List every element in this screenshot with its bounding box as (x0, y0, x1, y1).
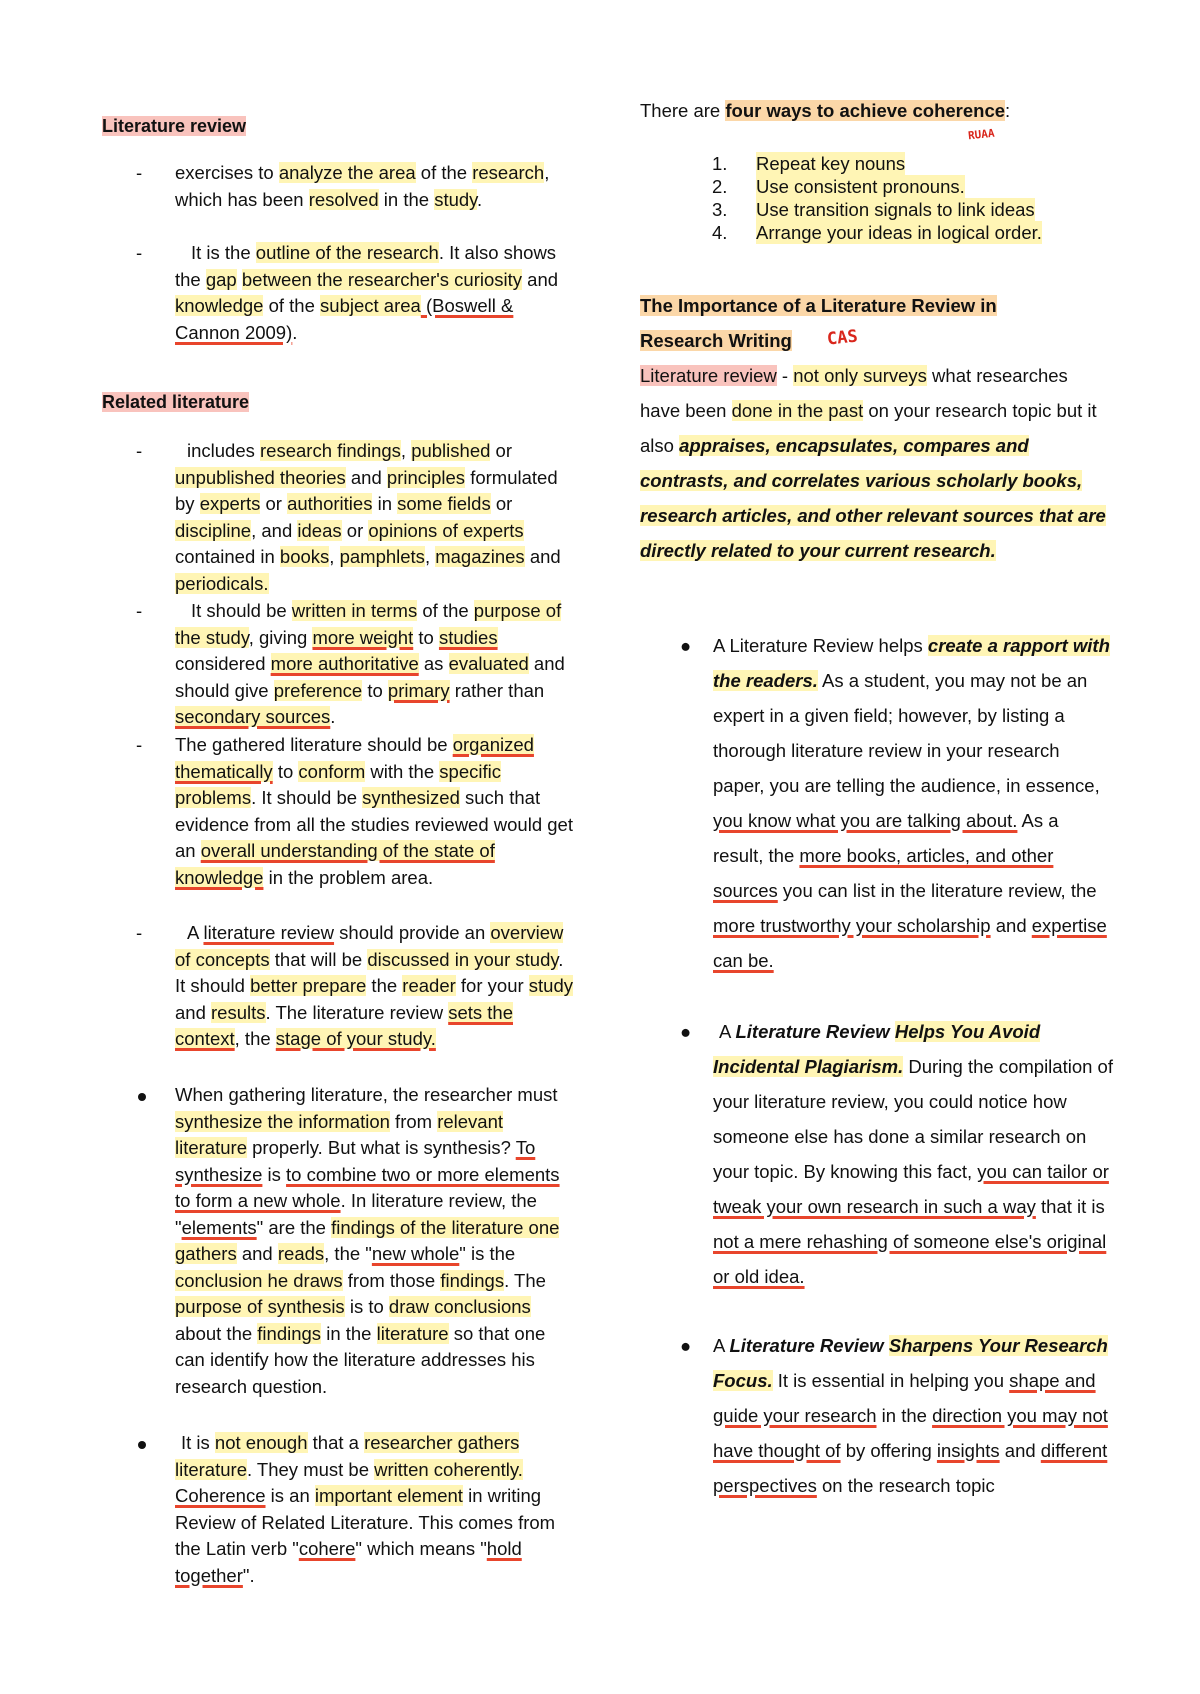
bullet-dot-icon (138, 1441, 146, 1449)
handwritten-annotation-ruaa: RUAA (967, 126, 996, 143)
dash-marker: - (136, 600, 143, 621)
heading-related-literature: Related literature (102, 392, 250, 412)
bullet-dot-icon: ● (680, 1021, 692, 1042)
bullet-dot-icon (138, 1093, 146, 1101)
list-item: 3. Use transition signals to link ideas (712, 199, 1035, 220)
lr-item-2: - It is the outline of the research. It also shows the gap between the researcher's curiosity and knowledge of the subject area (Boswell & Cannon 2009). (136, 242, 559, 343)
dash-marker: - (136, 440, 143, 461)
list-item: 1. Repeat key nouns (712, 153, 906, 174)
bullet-dot-icon: ● (680, 635, 692, 656)
lr-item-1: - exercises to analyze the area of the research, which has been resolved in the study. (136, 162, 550, 210)
list-item: 2. Use consistent pronouns. (712, 176, 965, 197)
importance-heading: The Importance of a Literature Review in Research Writing (640, 295, 997, 351)
dash-marker: - (136, 242, 143, 263)
list-item: 4. Arrange your ideas in logical order. (712, 222, 1042, 243)
heading-literature-review: Literature review (102, 116, 247, 136)
dash-marker: - (136, 922, 143, 943)
handwritten-annotation-cas: CAS (826, 326, 859, 350)
coherence-intro: There are four ways to achieve coherence: (640, 100, 1011, 121)
dash-marker: - (136, 734, 143, 755)
coherence-list (712, 152, 1042, 244)
importance-paragraph: Literature review - not only surveys what researches have been done in the past on your research topic but it also appraises, encapsulates, compares and contrasts, and correlates various scholarly books, research articles, and other relevant sources that are directly related to your current research. (640, 365, 1106, 561)
dash-marker: - (136, 162, 143, 183)
bullet-dot-icon: ● (680, 1335, 692, 1356)
